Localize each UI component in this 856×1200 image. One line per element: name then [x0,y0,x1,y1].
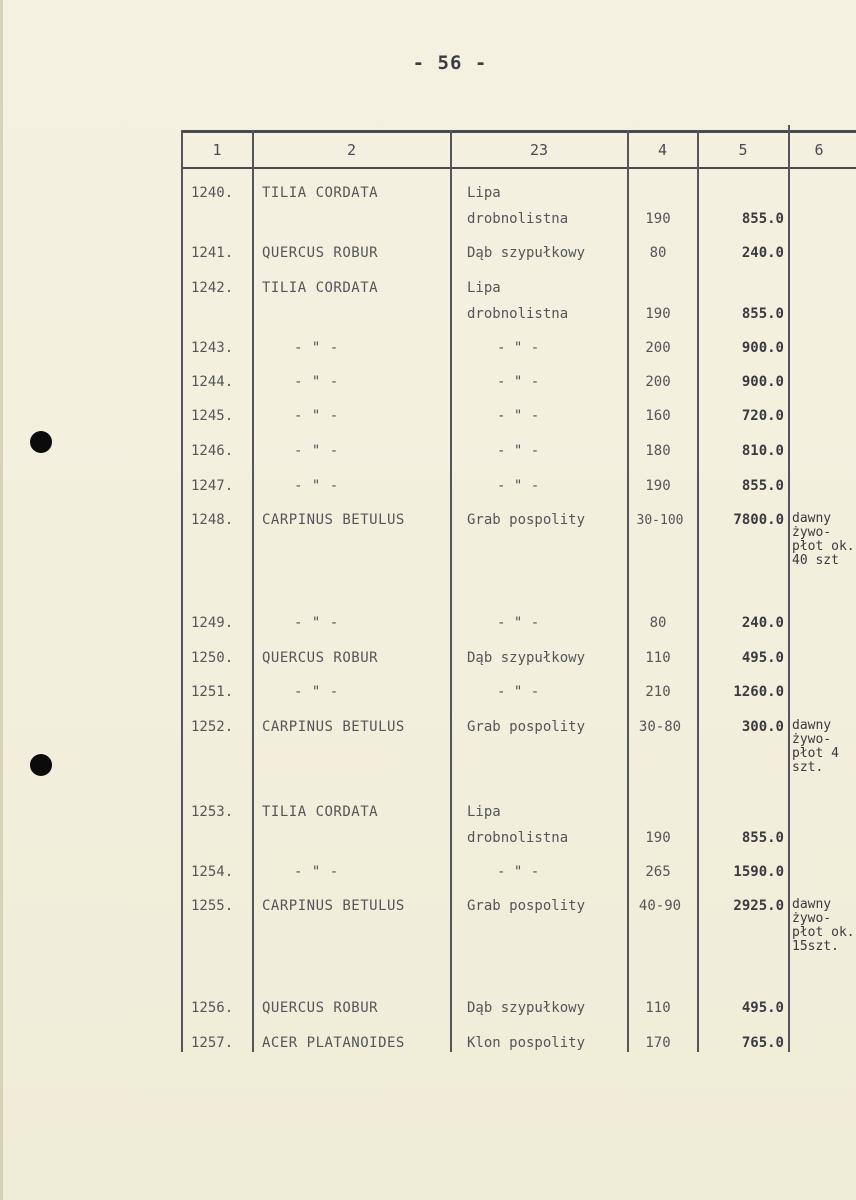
latin-name: - " - [294,340,339,356]
column-header-2: 2 [346,141,357,159]
remark-note: dawny żywo- płot 4 szt. [792,718,839,775]
latin-name: ACER PLATANOIDES [262,1035,405,1051]
column-4-value: 160 [645,408,671,424]
row-number: 1248. [191,512,234,528]
row-number: 1242. [191,280,234,296]
row-number: 1252. [191,719,234,735]
row-number: 1244. [191,374,234,390]
row-number: 1246. [191,443,234,459]
column-5-value: 495.0 [741,650,784,666]
latin-name: QUERCUS ROBUR [262,1000,379,1016]
column-5-value: 900.0 [741,340,784,356]
latin-name: CARPINUS BETULUS [262,719,405,735]
column-5-value: 765.0 [741,1035,784,1051]
column-5-value: 855.0 [741,306,784,322]
page-number: - 56 - [412,52,488,74]
column-divider [788,125,790,1052]
polish-name-line: drobnolistna [467,830,569,846]
column-4-value: 30-100 [636,513,684,528]
polish-name: - " - [497,684,540,700]
latin-name: TILIA CORDATA [262,804,379,820]
polish-name-line: Lipa [467,185,501,201]
column-4-value: 180 [645,443,671,459]
column-5-value: 240.0 [741,615,784,631]
column-5-value: 240.0 [741,245,784,261]
polish-name: - " - [497,374,540,390]
latin-name: - " - [294,374,339,390]
column-4-value: 190 [645,830,671,846]
column-5-value: 720.0 [741,408,784,424]
polish-name: Grab pospolity [467,898,586,914]
column-4-value: 210 [645,684,671,700]
column-divider [252,130,254,1052]
latin-name: TILIA CORDATA [262,280,379,296]
polish-name: Dąb szypułkowy [467,1000,586,1016]
polish-name-line: drobnolistna [467,211,569,227]
column-header-6: 6 [814,141,824,159]
row-number: 1255. [191,898,234,914]
polish-name: Dąb szypułkowy [467,245,586,261]
latin-name: TILIA CORDATA [262,185,379,201]
polish-name: Grab pospolity [467,512,586,528]
row-number: 1253. [191,804,234,820]
row-number: 1250. [191,650,234,666]
row-number: 1251. [191,684,234,700]
column-4-value: 190 [645,478,671,494]
column-4-value: 110 [645,650,671,666]
column-5-value: 855.0 [741,211,784,227]
polish-name: Klon pospolity [467,1035,586,1051]
column-divider [181,130,183,1052]
polish-name: - " - [497,340,540,356]
remark-note: dawny żywo- płot ok. 40 szt [792,511,855,568]
row-number: 1243. [191,340,234,356]
latin-name: - " - [294,443,339,459]
latin-name: CARPINUS BETULUS [262,512,405,528]
latin-name: - " - [294,478,339,494]
polish-name: - " - [497,615,540,631]
polish-name: Grab pospolity [467,719,586,735]
column-4-value: 110 [645,1000,671,1016]
header-rule [181,167,856,169]
polish-name-line: Lipa [467,804,501,820]
polish-name: Dąb szypułkowy [467,650,586,666]
row-number: 1245. [191,408,234,424]
polish-name-line: drobnolistna [467,306,569,322]
polish-name: - " - [497,408,540,424]
column-5-value: 495.0 [741,1000,784,1016]
column-divider [697,130,699,1052]
column-5-value: 2925.0 [733,898,784,914]
row-number: 1241. [191,245,234,261]
row-number: 1256. [191,1000,234,1016]
column-4-value: 200 [645,340,671,356]
column-4-value: 265 [645,864,671,880]
column-4-value: 170 [645,1035,671,1051]
column-4-value: 190 [645,211,671,227]
column-4-value: 80 [649,615,667,631]
column-5-value: 900.0 [741,374,784,390]
column-5-value: 810.0 [741,443,784,459]
column-5-value: 300.0 [741,719,784,735]
column-4-value: 80 [649,245,667,261]
column-header-3: 23 [529,141,549,159]
column-5-value: 855.0 [741,830,784,846]
column-header-4: 4 [657,141,668,159]
row-number: 1249. [191,615,234,631]
polish-name: - " - [497,864,540,880]
polish-name: - " - [497,478,540,494]
polish-name [467,185,627,228]
polish-name-line: Lipa [467,280,501,296]
polish-name [467,280,627,323]
latin-name: CARPINUS BETULUS [262,898,405,914]
column-divider [627,130,629,1052]
column-5-value: 1590.0 [733,864,784,880]
row-number: 1257. [191,1035,234,1051]
column-5-value: 855.0 [741,478,784,494]
column-4-value: 40-90 [638,898,682,914]
row-number: 1254. [191,864,234,880]
table-top-rule [181,130,856,133]
remark-note: dawny żywo- płot ok. 15szt. [792,897,855,954]
column-4-value: 200 [645,374,671,390]
latin-name: - " - [294,684,339,700]
column-5-value: 7800.0 [733,512,784,528]
row-number: 1247. [191,478,234,494]
column-header-5: 5 [738,141,748,159]
polish-name: - " - [497,443,540,459]
column-5-value: 1260.0 [733,684,784,700]
latin-name: - " - [294,864,339,880]
column-4-value: 30-80 [638,719,682,735]
column-4-value: 190 [645,306,671,322]
column-header-1: 1 [212,141,222,159]
polish-name [467,804,627,847]
row-number: 1240. [191,185,234,201]
latin-name: - " - [294,408,339,424]
latin-name: - " - [294,615,339,631]
latin-name: QUERCUS ROBUR [262,650,379,666]
latin-name: QUERCUS ROBUR [262,245,379,261]
